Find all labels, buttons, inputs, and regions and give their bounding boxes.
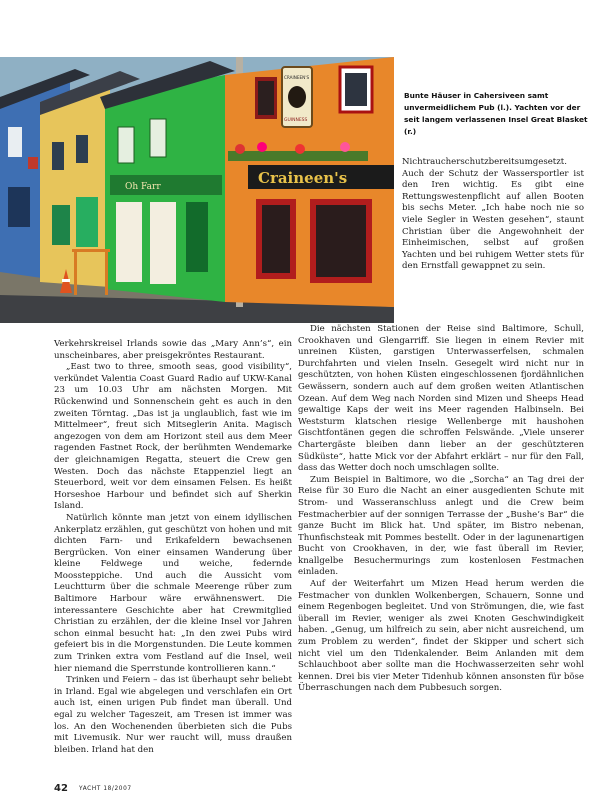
article-paragraph: Zum Beispiel in Baltimore, wo die „Sorcha“ an Tag drei der Reise für 30 Euro die Nacht an einer ausgedienten Schute mit Strom- und Wasseranschluss anlegt und die Crew beim Festmacherbier auf der sonnigen Terrasse der „Bushe’s Bar“ die ganze Bucht im Blick hat. Und später, im Bistro nebenan, Thunfischsteak mit Pommes bestellt. Oder in der lagunenartigen Bucht von Crookhaven, in der, wie fast überall im Revier, knallgelbe Besuchermurings zum kostenlosen Festmachen einladen. xyxy=(298,474,584,578)
article-paragraph: „East two to three, smooth seas, good visibility“, verkündet Valentia Coast Guard Radio auf UKW-Kanal 23 um 10.03 Uhr am nächsten Morgen. Mit Rückenwind und Sonnenschein geht es auch in den zweiten Törntag. „Das ist ja unglaublich, fast wie im Mittelmeer“, freut sich Mitseglerin Anita. Magisch angezogen von dem am Horizont steil aus dem Meer ragenden Fastnet Rock, der berühmten Wendemarke der gleichnamigen Regatta, steuert die Crew gen Westen. Doch das nächste Etappenziel liegt an Steuerbord, weit vor dem einsamen Felsen. Es heißt Horseshoe Harbour und befindet sich auf Sherkin Island. xyxy=(54,362,292,512)
beer-sign-top: CRAINEEN'S xyxy=(284,75,310,80)
pub-sign-text: Craineen's xyxy=(258,169,348,187)
article-paragraph: Die nächsten Stationen der Reise sind Baltimore, Schull, Crookhaven und Glengarriff. Sie liegen in einem Revier mit unreinen Küsten, garstigen Unterwasserfelsen, schmalen Durchfahrten und vielen Inseln. Gesegelt wird nicht nur in geschützten, von hohen Küsten eingeschlossenen fjordähnlichen Gewässern, sondern auch auf dem großen weiten Atlantischen Ozean. Auf dem Weg nach Norden sind Mizen und Sheeps Head gewaltige Kaps der weit ins Meer ragenden Halbinseln. Bei Weststurm klatschen riesige Wellenberge mit haushohen Gischtfontänen gegen die schroffen Felswände. „Viele unserer Chartergäste bleiben dann lieber an der geschützteren Südküste“, hatte Mick vor der Abfahrt erklärt – nur für den Fall, dass das Wetter doch noch umschlagen sollte. xyxy=(298,324,584,474)
street-photo-drawing xyxy=(0,57,394,323)
article-column-left xyxy=(54,339,292,756)
shop-sign-text: Oh Farr xyxy=(125,182,161,192)
article-paragraph: Natürlich könnte man jetzt von einem idyllischen Ankerplatz erzählen, gut geschützt von hohen und mit dichten Farn- und Erikafeldern bewachsenen Bergrücken. Von einer einsamen Wanderung über kleine Feldwege und weiche, federnde Moossteppiche. Und auch die Aussicht vom Leuchtturm über die schmale Meerenge rüber zum Baltimore Harbour wäre erwähnenswert. Die interessantere Geschichte aber hat Crewmitglied Christian zu erzählen, der die kleine Insel vor Jahren schon einmal besucht hat: „In den zwei Pubs wird gefeiert bis in die Morgenstunden. Die Leute kommen zum Trinken extra vom Festland auf die Insel, weil hier niemand die Sperrstunde kontrollieren kann.“ xyxy=(54,512,292,674)
magazine-issue: YACHT 18/2007 xyxy=(79,786,132,792)
article-paragraph: Auf der Weiterfahrt um Mizen Head herum werden die Festmacher von dunklen Wolkenbergen, Schauern, Sonne und einem Regenbogen begleitet. Und von Strömungen, die, wie fast überall im Revier, weniger als zwei Knoten Geschwindigkeit haben. „Genug, um hilfreich zu sein, aber nicht ausreichend, um zum Problem zu werden“, findet der Skipper und schert sich nicht viel um den Tidenkalender. Beim Anlanden mit dem Schlauchboot aber sollte man die Hochwasserzeiten sehr wohl kennen. Drei bis vier Meter Tidenhub können ansonsten für böse Überraschungen nach dem Pubbesuch sorgen. xyxy=(298,579,584,694)
article-column-right xyxy=(298,324,584,695)
page-footer xyxy=(54,776,132,795)
street-photo xyxy=(0,57,394,323)
beer-sign-bottom: GUINNESS xyxy=(284,118,308,123)
article-paragraph: Nichtraucherschutzbereitsumgesetzt. Auch der Schutz der Wassersportler ist den Iren wichtig. Es gibt eine Rettungswestenpflicht auf allen Booten bis sechs Meter. „Ich habe noch nie so viele Segler in Westen gesehen“, staunt Christian über die Angewohnheit der Einheimischen, selbst auf großen Yachten und bei ruhigem Wetter stets für den Ernstfall gewappnet zu sein. xyxy=(402,157,584,272)
article-paragraph: Trinken und Feiern – das ist überhaupt sehr beliebt in Irland. Egal wie abgelegen und verschlafen ein Ort auch ist, einen urigen Pub findet man überall. Und egal zu welcher Tageszeit, am Tresen ist immer was los. An den Wochenenden überbieten sich die Pubs mit Livemusik. Nur wer raucht will, muss draußen bleiben. Irland hat den xyxy=(54,675,292,755)
photo-caption: Bunte Häuser in Cahersiveen samt unvermeidlichem Pub (l.). Yachten vor der seit langem verlassenen Insel Great Blasket (r.) xyxy=(404,91,588,136)
article-column-right-top xyxy=(402,157,584,273)
article-paragraph: Verkehrskreisel Irlands sowie das „Mary Ann’s“, ein unscheinbares, aber preisgekröntes Restaurant. xyxy=(54,339,292,361)
page-number: 42 xyxy=(54,783,68,794)
